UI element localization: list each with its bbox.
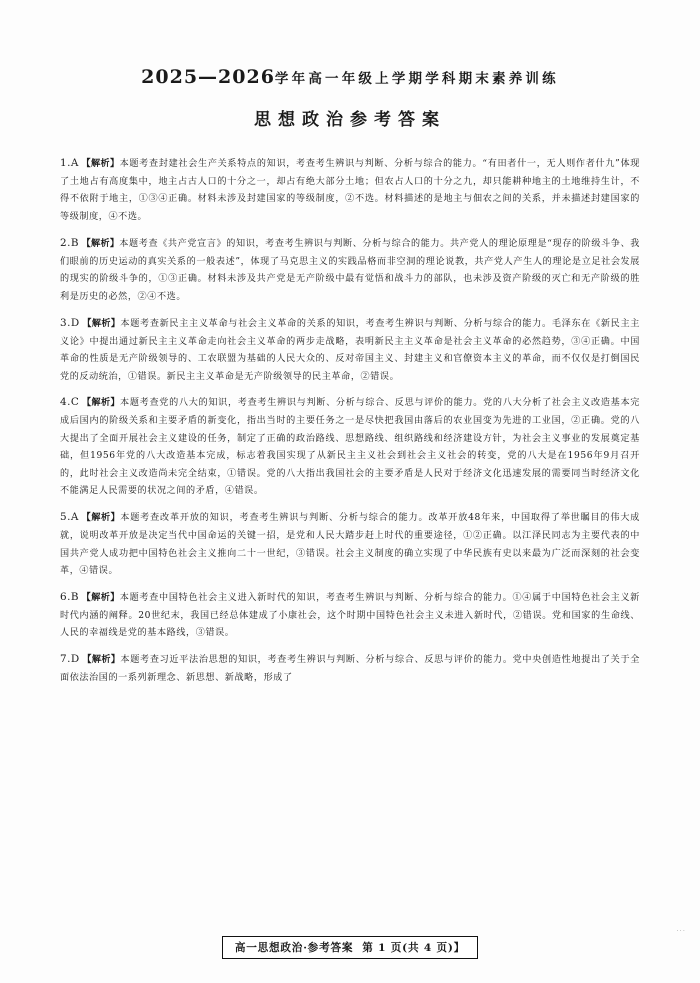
page-title bbox=[60, 66, 640, 88]
footer-bracket-right: 】 bbox=[453, 941, 466, 954]
analysis-tag: 【解析】 bbox=[81, 512, 121, 524]
answer-item bbox=[60, 508, 640, 580]
title-rest: 学年高一年级上学期学科期末素养训练 bbox=[274, 71, 559, 87]
corner-mark: ··· bbox=[676, 927, 686, 935]
answer-choice: B bbox=[70, 236, 80, 249]
answer-choice: D bbox=[70, 653, 81, 666]
analysis-text: 本题考查党的八大的知识，考查考生辨识与判断、分析与综合、反思与评价的能力。党的八大分析了社会主义改造基本完成后国内的阶级关系和主要矛盾的新变化，指出当时的主要任务之一是尽快把我国由落后的农业国变为先进的工业国，②正确。党的八大提出了全面开展社会主义建设的任务，制定了正确的政治路线、思想路线、组织路线和经济建设方针，为社会主义事业的发展奠定基础，但1956年党的八大改造基本完成，标志着我国实现了从新民主主义社会到社会主义社会的转变，党的八大是在1956年9月召开的，此时社会主义改造尚未完全结束，①错误。党的八大指出我国社会的主要矛盾是人民对于经济文化迅速发展的需要同当时经济文化不能满足人民需要的状况之间的矛盾，④错误。 bbox=[60, 398, 640, 497]
answer-number: 4. bbox=[60, 396, 71, 409]
answer-item bbox=[60, 314, 640, 386]
answer-item bbox=[60, 393, 640, 500]
answer-number: 7. bbox=[60, 653, 71, 666]
answer-number: 6. bbox=[60, 591, 71, 604]
analysis-text: 本题考查改革开放的知识，考查考生辨识与判断、分析与综合的能力。改革开放48年来，中国取得了举世瞩目的伟大成就，说明改革开放是决定当代中国命运的关键一招，是党和人民大踏步赶上时代的重要途径，①②正确。以江泽民同志为主要代表的中国共产党人成功把中国特色社会主义推向二十一世纪，③错误。社会主义制度的确立实现了中华民族有史以来最为广泛而深刻的社会变革，④错误。 bbox=[60, 513, 640, 577]
answer-number: 5. bbox=[60, 511, 71, 524]
analysis-tag: 【解析】 bbox=[81, 397, 121, 409]
analysis-text: 本题考查新民主主义革命与社会主义革命的关系的知识，考查考生辨识与判断、分析与综合的能力。毛泽东在《新民主主义论》中提出通过新民主主义革命走向社会主义革命的两步走战略，表明新民主主义革命是社会主义革命的必然趋势，③④正确。中国革命的性质是无产阶级领导的、工农联盟为基础的人民大众的、反对帝国主义、封建主义和官僚资本主义的革命，而不仅仅是打倒国民党的反动统治，①错误。新民主主义革命是无产阶级领导的民主革命，②错误。 bbox=[60, 318, 640, 382]
analysis-text: 本题考查中国特色社会主义进入新时代的知识，考查考生辨识与判断、分析与综合的能力。①④属于中国特色社会主义新时代内涵的阐释。20世纪末，我国已经总体建成了小康社会，这个时期中国特色社会主义未进入新时代，②错误。党和国家的生命线、人民的幸福线是党的基本路线，③错误。 bbox=[60, 593, 640, 639]
page-subtitle: 思想政治参考答案 bbox=[254, 110, 446, 130]
footer-label: 高一思想政治·参考答案 bbox=[234, 941, 354, 954]
analysis-tag: 【解析】 bbox=[82, 654, 121, 666]
analysis-tag: 【解析】 bbox=[82, 317, 121, 329]
answer-item bbox=[60, 588, 640, 643]
title-year: 2025—2026 bbox=[141, 66, 275, 88]
analysis-tag: 【解析】 bbox=[81, 158, 120, 169]
answer-choice: B bbox=[70, 591, 80, 604]
answer-choice: C bbox=[70, 396, 80, 409]
analysis-text: 本题考查封建社会生产关系特点的知识，考查考生辨识与判断、分析与综合的能力。“有田者什一，无人则作者什九”体现了土地占有高度集中，地主占古人口的十分之一，却占有绝大部分土地；但农占人口的十分之九，却只能耕种地主的土地维持生计，不得不依附于地主，①③④正确。材料未涉及封建国家的等级制度，②不选。材料描述的是地主与佃农之间的关系，并未描述封建国家的等级制度，④不选。 bbox=[60, 159, 641, 222]
answer-number: 2. bbox=[60, 236, 71, 249]
footer-page: 第 1 页(共 4 页) bbox=[362, 941, 454, 954]
analysis-tag: 【解析】 bbox=[81, 237, 120, 249]
answer-item bbox=[60, 154, 640, 226]
answer-item bbox=[60, 650, 640, 687]
answers-list bbox=[60, 154, 640, 688]
answer-number: 1. bbox=[60, 157, 71, 169]
analysis-tag: 【解析】 bbox=[81, 592, 120, 604]
page-footer bbox=[0, 936, 700, 960]
footer-box bbox=[222, 936, 478, 959]
answer-choice: A bbox=[70, 157, 80, 169]
analysis-text: 本题考查习近平法治思想的知识，考查考生辨识与判断、分析与综合、反思与评价的能力。党中央创造性地提出了关于全面依法治国的一系列新理念、新思想、新战略，形成了 bbox=[60, 655, 640, 684]
analysis-text: 本题考查《共产党宣言》的知识，考查考生辨识与判断、分析与综合的能力。共产党人的理论原理是“现存的阶级斗争、我们眼前的历史运动的真实关系的一般表述”，体现了马克思主义的实践品格而非空洞的理论说教，共产党人产生人的理论是立足社会发展的现实的阶级斗争的，①③正确。材料未涉及共产党是无产阶级中最有觉悟和战斗力的部队，也未涉及资产阶级的灭亡和无产阶级的胜利是历史的必然，②④不选。 bbox=[60, 238, 640, 302]
answer-number: 3. bbox=[60, 316, 71, 329]
answer-item bbox=[60, 234, 640, 306]
answer-choice: D bbox=[70, 316, 81, 329]
answer-choice: A bbox=[70, 511, 80, 524]
